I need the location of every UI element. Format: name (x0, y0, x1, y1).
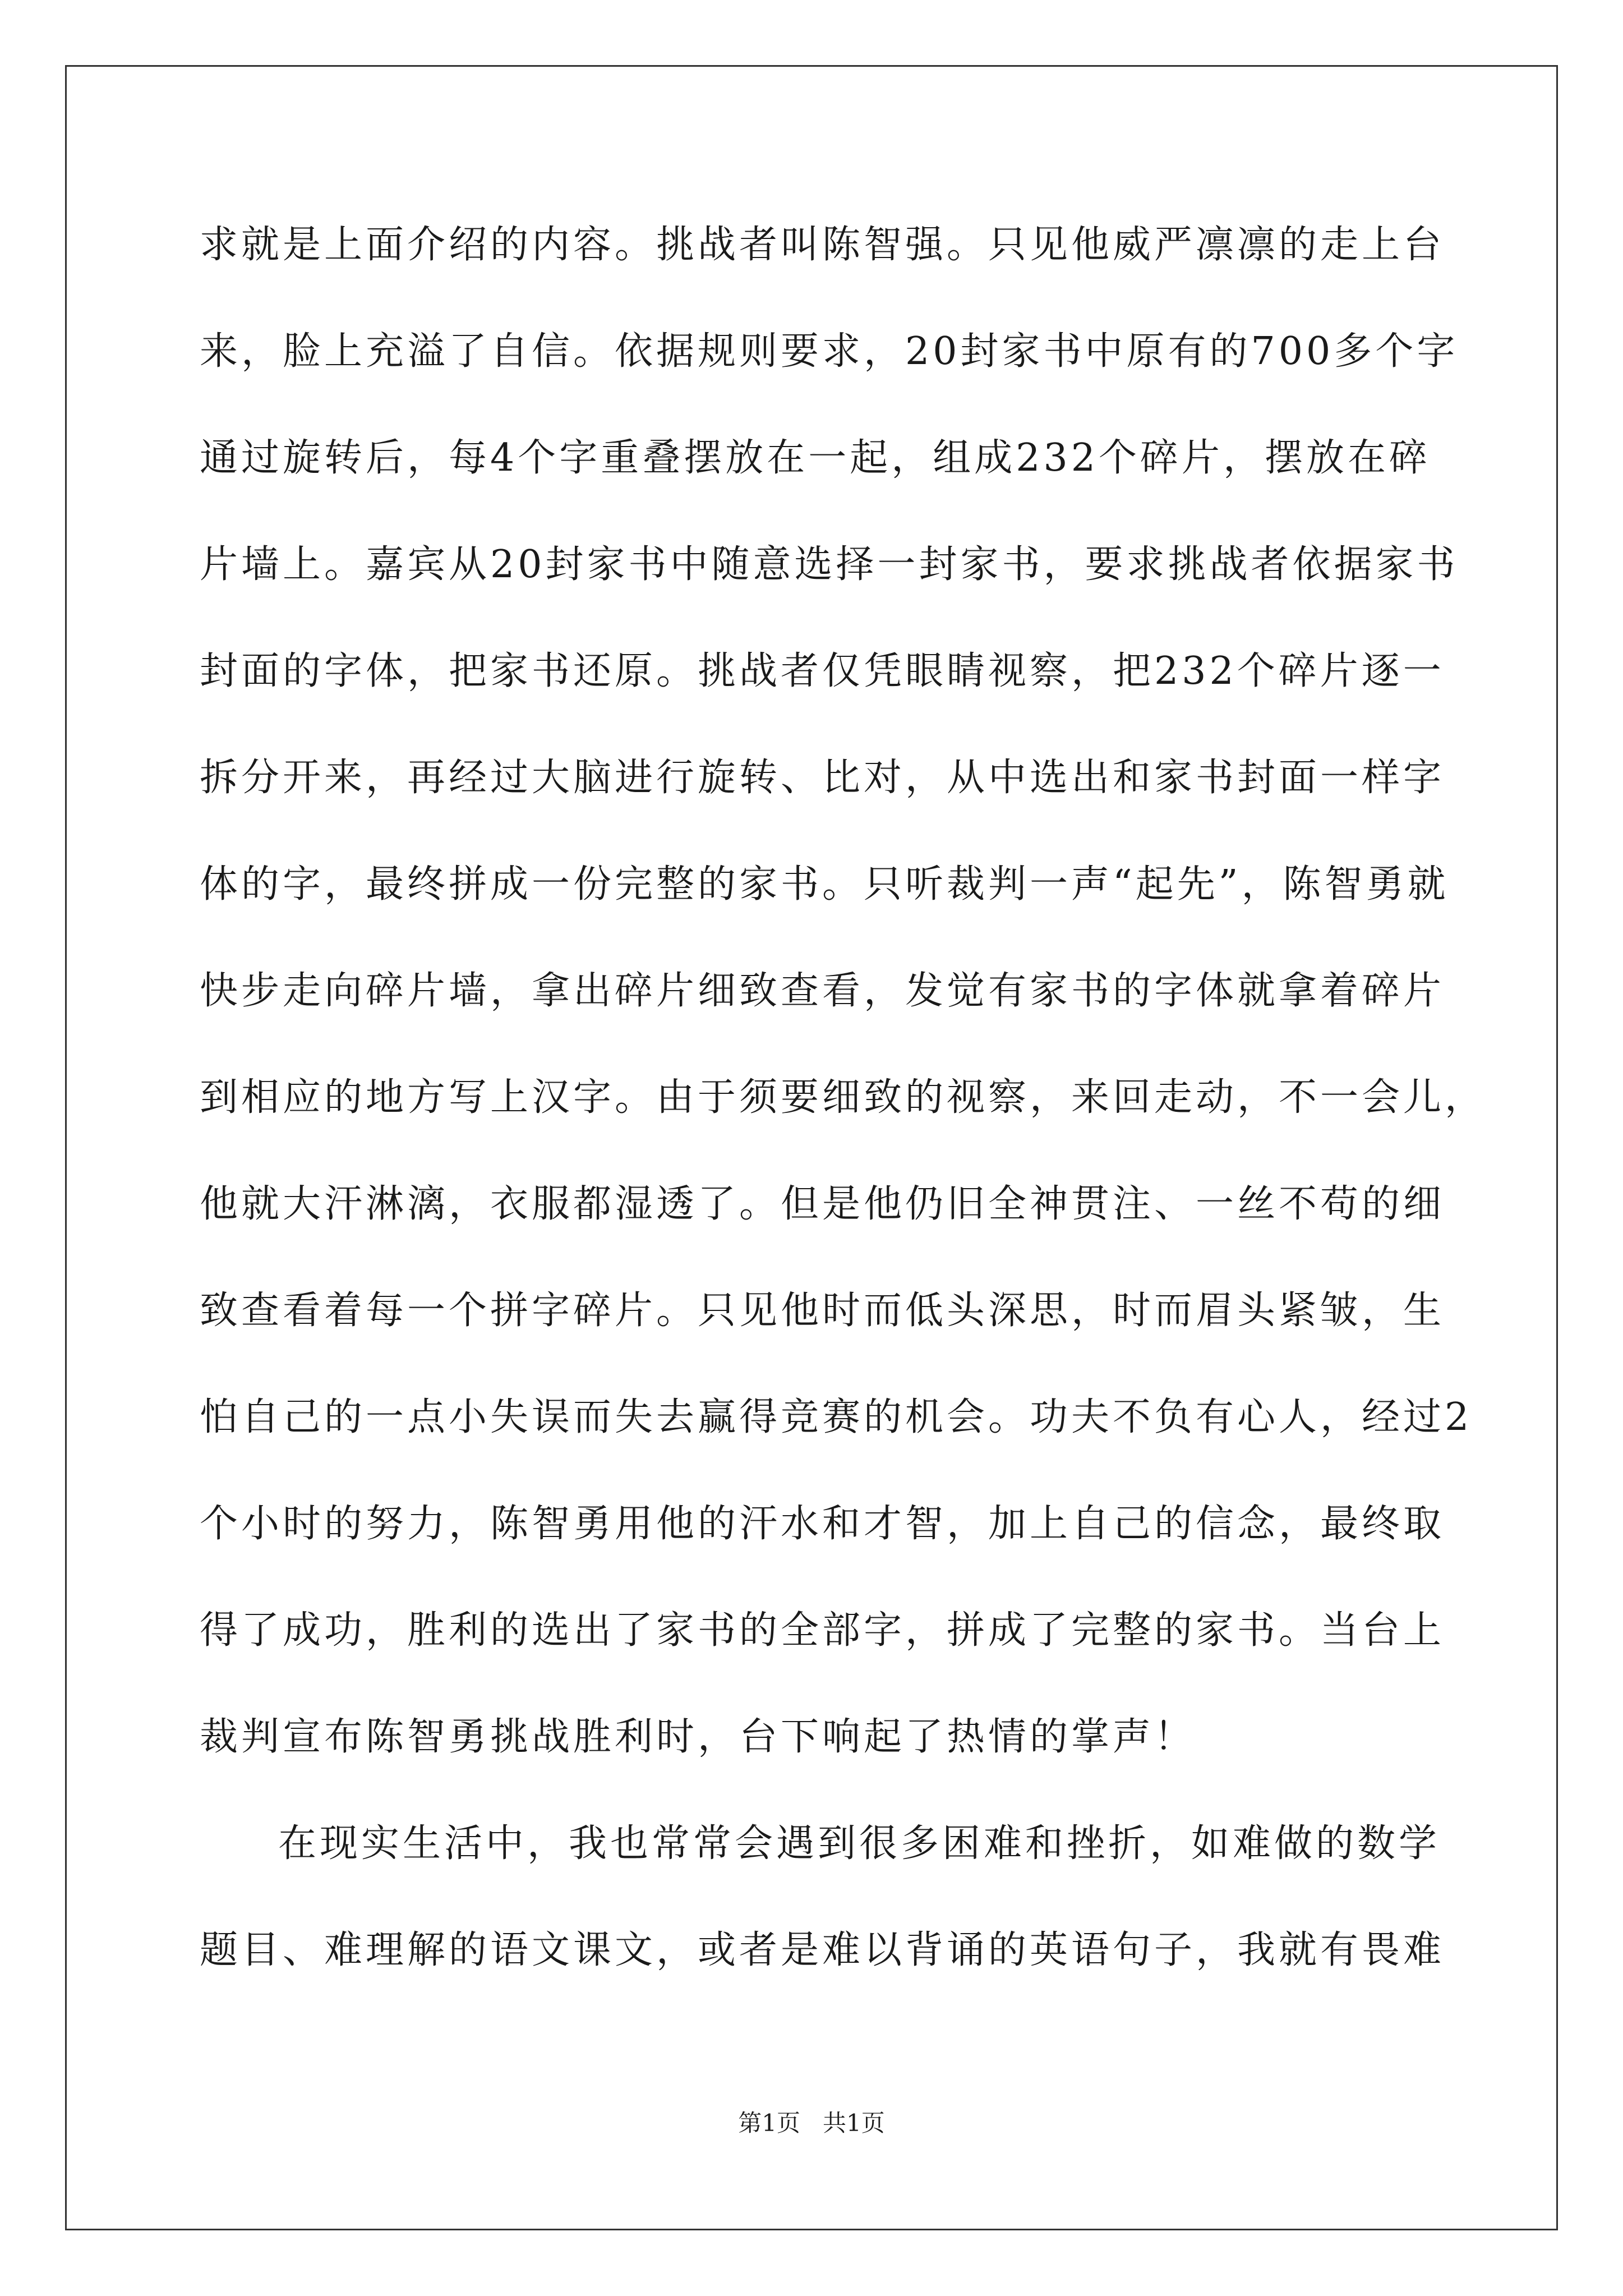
text-line: 通过旋转后，每4个字重叠摆放在一起，组成232个碎片，摆放在碎 (200, 436, 1431, 480)
text-line: 致查看着每一个拼字碎片。只见他时而低头深思，时而眉头紧皱，生 (200, 1289, 1445, 1333)
text-line: 求就是上面介绍的内容。挑战者叫陈智强。只见他威严凛凛的走上台 (200, 223, 1445, 267)
text-line: 拆分开来，再经过大脑进行旋转、比对，从中选出和家书封面一样字 (200, 756, 1445, 800)
text-line: 体的字，最终拼成一份完整的家书。只听裁判一声“起先”，陈智勇就 (200, 862, 1449, 907)
paragraph-start-line: 在现实生活中，我也常常会遇到很多困难和挫折，如难做的数学 (278, 1821, 1441, 1866)
text-line: 怕自己的一点小失误而失去赢得竞赛的机会。功夫不负有心人，经过2 (200, 1395, 1473, 1439)
text-line: 题目、难理解的语文课文，或者是难以背诵的英语句子，我就有畏难 (200, 1928, 1445, 1972)
text-line: 快步走向碎片墙，拿出碎片细致查看，发觉有家书的字体就拿着碎片 (200, 969, 1445, 1013)
document-body (200, 209, 1487, 2021)
page-number-footer: 第1页 共1页 (738, 2109, 885, 2137)
text-line: 片墙上。嘉宾从20封家书中随意选择一封家书，要求挑战者依据家书 (200, 542, 1459, 587)
text-line: 来，脸上充溢了自信。依据规则要求，20封家书中原有的700多个字 (200, 329, 1459, 374)
text-line: 他就大汗淋漓，衣服都湿透了。但是他仍旧全神贯注、一丝不苟的细 (200, 1182, 1445, 1226)
text-line: 个小时的努力，陈智勇用他的汗水和才智，加上自己的信念，最终取 (200, 1502, 1445, 1546)
text-line: 裁判宣布陈智勇挑战胜利时，台下响起了热情的掌声！ (200, 1715, 1196, 1759)
text-line: 到相应的地方写上汉字。由于须要细致的视察，来回走动，不一会儿， (200, 1075, 1487, 1120)
text-line: 得了成功，胜利的选出了家书的全部字，拼成了完整的家书。当台上 (200, 1608, 1445, 1653)
text-line: 封面的字体，把家书还原。挑战者仅凭眼睛视察，把232个碎片逐一 (200, 649, 1445, 693)
